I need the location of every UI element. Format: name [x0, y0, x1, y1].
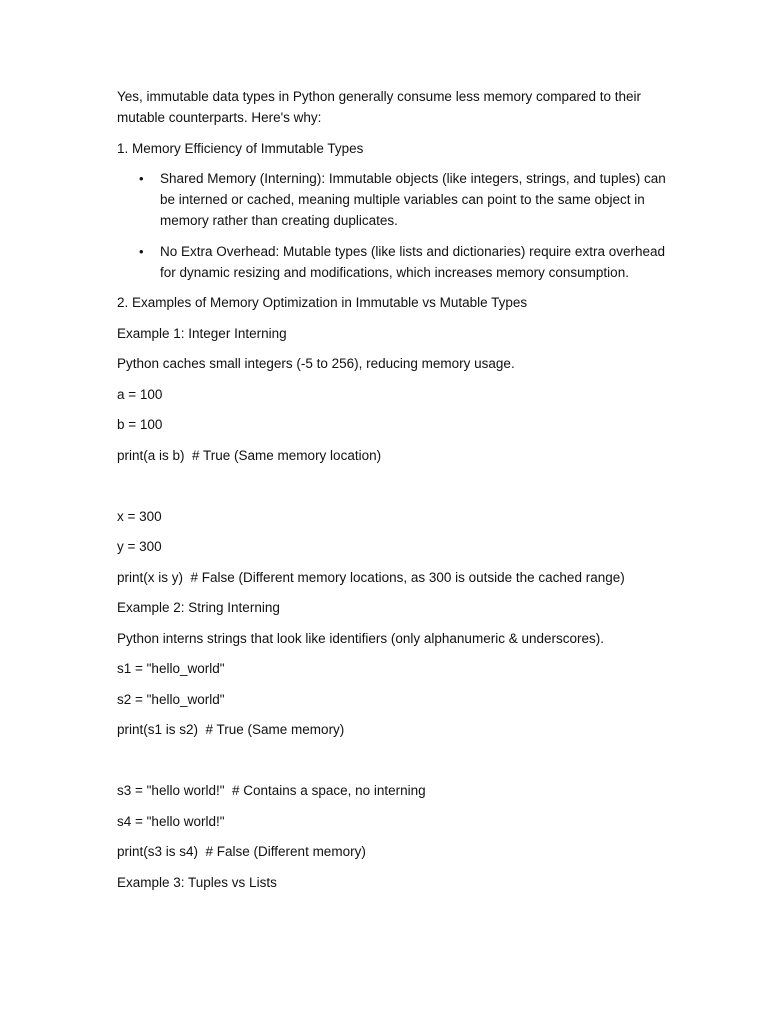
example-2-heading: Example 2: String Interning [117, 600, 280, 615]
code-line: print(s3 is s4) # False (Different memory) [117, 844, 366, 859]
example-3-heading: Example 3: Tuples vs Lists [117, 874, 277, 890]
bullet-marker: • [139, 171, 144, 186]
memory-efficiency-bullet-list [117, 168, 668, 283]
section-2-heading: 2. Examples of Memory Optimization in Immutable vs Mutable Types [117, 295, 528, 310]
code-line: b = 100 [117, 417, 163, 432]
bullet-marker: • [139, 243, 144, 259]
example-2-description: Python interns strings that look like identifiers (only alphanumeric & underscores). [117, 630, 604, 646]
code-line: print(s1 is s2) # True (Same memory) [117, 722, 345, 737]
bullet-text: No Extra Overhead: Mutable types (like lists and dictionaries) require extra overhead for dynamic resizing and modifications, which increases memory consumption. [160, 243, 665, 280]
code-line: s4 = "hello world!" [117, 813, 225, 829]
blank-line [117, 475, 668, 506]
code-line: y = 300 [117, 539, 162, 554]
code-line: x = 300 [117, 508, 162, 524]
code-line: print(x is y) # False (Different memory locations, as 300 is outside the cached range) [117, 569, 625, 585]
section-1-heading: 1. Memory Efficiency of Immutable Types [117, 140, 364, 156]
bullet-item-no-extra-overhead [117, 241, 668, 283]
code-line: print(a is b) # True (Same memory location) [117, 447, 382, 463]
code-line: s2 = "hello_world" [117, 691, 225, 707]
code-line: a = 100 [117, 386, 163, 402]
example-1-description: Python caches small integers (-5 to 256), reducing memory usage. [117, 356, 515, 371]
intro-paragraph: Yes, immutable data types in Python generally consume less memory compared to their mutable counterparts. Here's why: [117, 89, 642, 125]
blank-line [117, 750, 668, 781]
code-line: s3 = "hello world!" # Contains a space, no interning [117, 783, 426, 798]
code-line: s1 = "hello_world" [117, 661, 225, 676]
example-1-heading: Example 1: Integer Interning [117, 325, 287, 341]
bullet-text: Shared Memory (Interning): Immutable objects (like integers, strings, and tuples) can be interned or cached, meaning multiple variables can point to the same object in memory rather than creating duplicates. [160, 171, 666, 228]
bullet-item-shared-memory [117, 168, 668, 231]
